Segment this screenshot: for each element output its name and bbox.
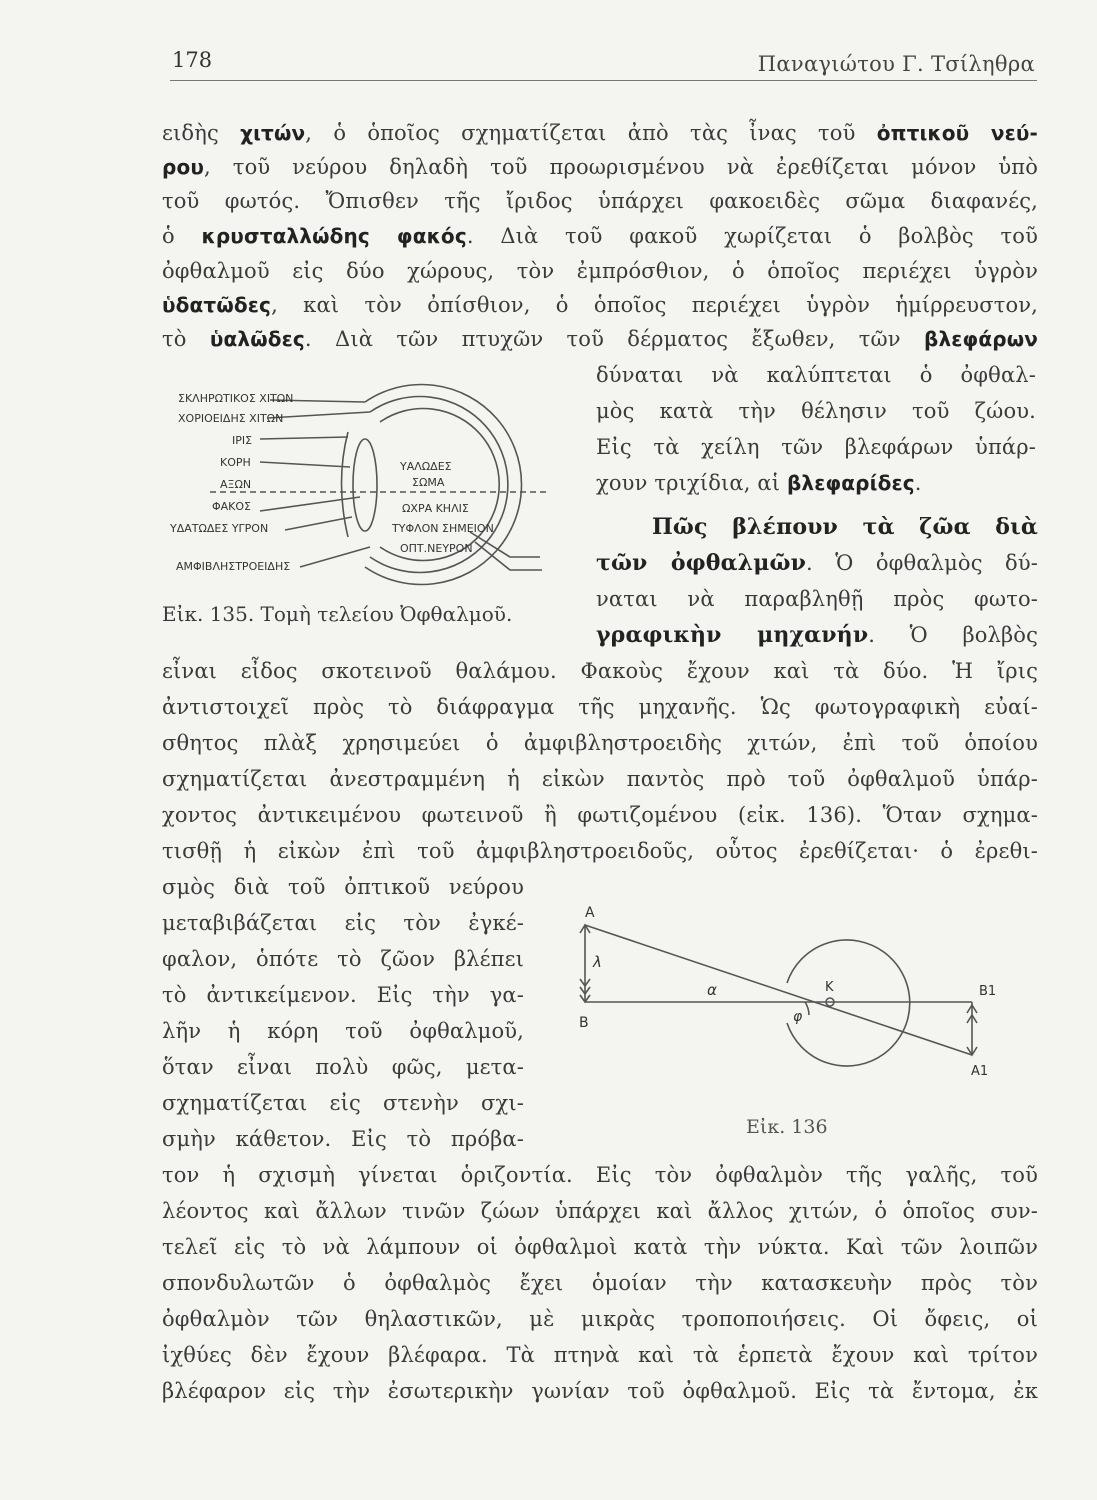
lambda-label: λ (593, 953, 602, 971)
label-pupil: ΚΟΡΗ (220, 456, 251, 469)
image-formation-figure (565, 905, 1040, 1090)
text-line: δύναται νὰ καλύπτεται ὁ ὀφθαλ- (596, 363, 1036, 387)
text-line: βλέφαρον εἰς τὴν ἐσωτερικὴν γωνίαν τοῦ ὀφθαλμοῦ. Εἰς τὰ ἔντομα, ἐκ (162, 1379, 1038, 1403)
label-vitreous-body: ΣΩΜΑ (412, 476, 445, 489)
text-line: ρου, τοῦ νεύρου δηλαδὴ τοῦ προωρισμένου νὰ ἐρεθίζεται μόνον ὑπὸ (162, 155, 1038, 179)
text-line: σμὴν κάθετον. Εἰς τὸ πρόβα- (162, 1127, 524, 1151)
point-a1-label: A1 (971, 1064, 989, 1079)
text-line: τοῦ φωτός. Ὄπισθεν τῆς ἴριδος ὑπάρχει φακοειδὲς σῶμα διαφανές, (162, 189, 1038, 213)
page-number: 178 (172, 48, 213, 72)
label-iris: ΙΡΙΣ (232, 434, 253, 447)
eye-cross-section-figure (170, 382, 590, 587)
label-axis: ΑΞΩΝ (220, 478, 252, 491)
text-line: ειδὴς χιτών, ὁ ὁποῖος σχηματίζεται ἀπὸ τὰς ἶνας τοῦ ὀπτικοῦ νεύ- (162, 121, 1038, 145)
text-line: ὀφθαλμὸν τῶν θηλαστικῶν, μὲ μικρὰς τροποποιήσεις. Οἱ ὄφεις, οἱ (162, 1307, 1038, 1331)
text-line: τῶν ὀφθαλμῶν. Ὁ ὀφθαλμὸς δύ- (596, 550, 1038, 576)
text-line: ὁ κρυσταλλώδης φακός. Διὰ τοῦ φακοῦ χωρίζεται ὁ βολβὸς τοῦ (162, 224, 1038, 248)
point-b-label: B (579, 1015, 589, 1031)
text-line: εἶναι εἶδος σκοτεινοῦ θαλάμου. Φακοὺς ἔχουν καὶ τὰ δύο. Ἡ ἴρις (162, 659, 1038, 683)
label-blind-spot: ΤΥΦΛΟΝ ΣΗΜΕΙΟΝ (392, 522, 494, 535)
text-line: ναται νὰ παραβληθῇ πρὸς φωτο- (596, 587, 1038, 611)
label-choroid: ΧΟΡΙΟΕΙΔΗΣ ΧΙΤΩΝ (178, 412, 284, 425)
point-k-label: K (825, 980, 834, 995)
point-a-label: A (585, 905, 595, 921)
text-line: ὀφθαλμοῦ εἰς δύο χώρους, τὸν ἐμπρόσθιον, ὁ ὁποῖος περιέχει ὑγρὸν (162, 259, 1038, 283)
text-line: σχηματίζεται εἰς στενὴν σχι- (162, 1091, 524, 1115)
section-heading: Πῶς βλέπουν τὰ ζῶα διὰ (652, 514, 1038, 540)
text-line: χοντος ἀντικειμένου φωτεινοῦ ἢ φωτιζομένου (εἰκ. 136). Ὅταν σχημα- (162, 803, 1038, 827)
text-line: σμὸς διὰ τοῦ ὀπτικοῦ νεύρου (162, 875, 524, 899)
text-line: λῆν ἡ κόρη τοῦ ὀφθαλμοῦ, (162, 1019, 524, 1043)
label-macula: ΩΧΡΑ ΚΗΛΙΣ (402, 502, 469, 515)
text-line: μεταβιβάζεται εἰς τὸν ἐγκέ- (162, 911, 524, 935)
text-line: τον ἡ σχισμὴ γίνεται ὁριζοντία. Εἰς τὸν ὀφθαλμὸν τῆς γαλῆς, τοῦ (162, 1163, 1038, 1187)
header-rule (170, 80, 1037, 81)
text-line: φαλον, ὁπότε τὸ ζῶον βλέπει (162, 947, 524, 971)
text-line: τισθῇ ἡ εἰκὼν ἐπὶ τοῦ ἀμφιβληστροειδοῦς, οὗτος ἐρεθίζεται· ὁ ἐρεθι- (162, 839, 1038, 863)
text-line: ἰχθύες δὲν ἔχουν βλέφαρα. Τὰ πτηνὰ καὶ τὰ ἑρπετὰ ἔχουν καὶ τρίτον (162, 1343, 1038, 1367)
text-line: μὸς κατὰ τὴν θέλησιν τοῦ ζώου. (596, 399, 1036, 423)
text-line: σχηματίζεται ἀνεστραμμένη ἡ εἰκὼν παντὸς πρὸ τοῦ ὀφθαλμοῦ ὑπάρ- (162, 767, 1038, 791)
running-title: Παναγιώτου Γ. Τσίληθρα (757, 52, 1035, 76)
text-line: Εἰς τὰ χείλη τῶν βλεφάρων ὑπάρ- (596, 435, 1036, 459)
label-lens: ΦΑΚΟΣ (212, 500, 252, 513)
point-b1-label: B1 (979, 984, 997, 999)
label-aqueous: ΥΔΑΤΩΔΕΣ ΥΓΡΟΝ (170, 522, 269, 535)
text-line: ὅταν εἶναι πολὺ φῶς, μετα- (162, 1055, 524, 1079)
text-line: χουν τριχίδια, αἱ βλεφαρίδες. (596, 471, 922, 495)
text-line: γραφικὴν μηχανήν. Ὁ βολβὸς (596, 622, 1039, 648)
label-optic-nerve: ΟΠΤ.ΝΕΥΡΟΝ (400, 542, 473, 555)
text-line: τὸ ὑαλῶδες. Διὰ τῶν πτυχῶν τοῦ δέρματος ἔξωθεν, τῶν βλεφάρων (162, 327, 1038, 351)
text-line: ἀντιστοιχεῖ πρὸς τὸ διάφραγμα τῆς μηχανῆς. Ὡς φωτογραφικὴ εὐαί- (162, 695, 1038, 719)
text-line: σθητος πλὰξ χρησιμεύει ὁ ἀμφιβληστροειδὴς χιτών, ἐπὶ τοῦ ὁποίου (162, 731, 1038, 755)
figure-136-caption: Εἰκ. 136 (746, 1116, 828, 1138)
label-retina: ΑΜΦΙΒΛΗΣΤΡΟΕΙΔΗΣ (176, 560, 291, 573)
label-sclera: ΣΚΛΗΡΩΤΙΚΟΣ ΧΙΤΩΝ (178, 392, 294, 405)
text-line: τὸ ἀντικείμενον. Εἰς τὴν γα- (162, 983, 524, 1007)
text-line: ὑδατῶδες, καὶ τὸν ὀπίσθιον, ὁ ὁποῖος περιέχει ὑγρὸν ἡμίρρευστον, (162, 293, 1038, 317)
text-line: σπονδυλωτῶν ὁ ὀφθαλμὸς ἔχει ὁμοίαν τὴν κατασκευὴν πρὸς τὸν (162, 1271, 1038, 1295)
alpha-label: α (707, 981, 717, 999)
text-line: λέοντος καὶ ἄλλων τινῶν ζώων ὑπάρχει καὶ ἄλλος χιτών, ὁ ὁποῖος συν- (162, 1199, 1038, 1223)
phi-label: φ (793, 1009, 803, 1025)
text-line: τελεῖ εἰς τὸ νὰ λάμπουν οἱ ὀφθαλμοὶ κατὰ τὴν νύκτα. Καὶ τῶν λοιπῶν (162, 1235, 1038, 1259)
figure-135-caption: Εἰκ. 135. Τομὴ τελείου Ὀφθαλμοῦ. (162, 602, 513, 626)
label-vitreous: ΥΑΛΩΔΕΣ (400, 460, 452, 473)
